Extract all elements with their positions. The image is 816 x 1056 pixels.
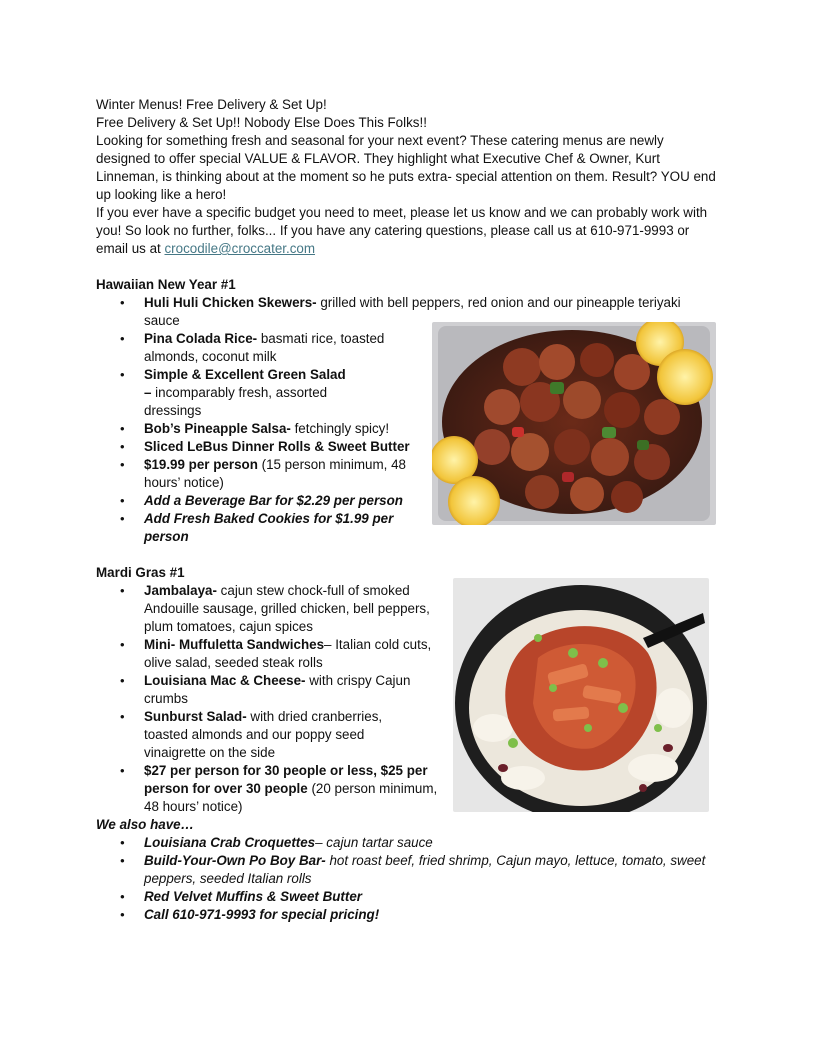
intro-subheadline: Free Delivery & Set Up!! Nobody Else Does This Folks!! (96, 115, 427, 130)
list-item: • Mini- Muffuletta Sandwiches– Italian cold cuts, olive salad, seeded steak rolls (96, 636, 434, 672)
email-link[interactable]: crocodile@croccater.com (164, 241, 316, 256)
list-item: • Build-Your-Own Po Boy Bar- hot roast beef, fried shrimp, Cajun mayo, lettuce, tomato, sweet peppers, seeded Italian rolls (96, 852, 720, 888)
document-page (96, 96, 720, 924)
jambalaya-photo (453, 578, 709, 812)
hawaiian-title: Hawaiian New Year #1 (96, 277, 236, 292)
also-menu-list (96, 834, 720, 924)
list-item: • Sliced LeBus Dinner Rolls & Sweet Butter (96, 438, 434, 456)
intro (96, 96, 720, 258)
list-item: • Louisiana Mac & Cheese- with crispy Cajun crumbs (96, 672, 434, 708)
list-item: • Pina Colada Rice- basmati rice, toasted almonds, coconut milk (96, 330, 404, 366)
intro-headline: Winter Menus! Free Delivery & Set Up! (96, 97, 327, 112)
list-item: • Call 610-971-9993 for special pricing! (96, 906, 720, 924)
list-item: • $19.99 per person (15 person minimum, 48 hours’ notice) (96, 456, 434, 492)
intro-contact (96, 204, 720, 258)
list-item: • Add a Beverage Bar for $2.29 per person (96, 492, 434, 510)
list-item: • Huli Huli Chicken Skewers- grilled with bell peppers, red onion and our pineapple teriyaki sauce (96, 294, 720, 330)
list-item: • Simple & Excellent Green Salad – incomparably fresh, assorted dressings (96, 366, 354, 420)
list-item: • Sunburst Salad- with dried cranberries, toasted almonds and our poppy seed vinaigrette on the side (96, 708, 414, 762)
intro-contact-text: If you ever have a specific budget you need to meet, please let us know and we can probably work with you! So look no further, folks... If you have any catering questions, please call us at 610-971-9993 or email us at (96, 205, 708, 256)
list-item: • Louisiana Crab Croquettes– cajun tartar sauce (96, 834, 720, 852)
also-title: We also have… (96, 817, 194, 832)
intro-paragraph: Looking for something fresh and seasonal for your next event? These catering menus are newly designed to offer special VALUE & FLAVOR. They highlight what Executive Chef & Owner, Kurt Linneman, is thinking about at the moment so he puts extra- special attention on them. Result? YOU end up looking like a hero! (96, 133, 716, 202)
chicken-skewers-photo (432, 322, 716, 525)
mardi-gras-title: Mardi Gras #1 (96, 565, 185, 580)
list-item: • $27 per person for 30 people or less, $25 per person for over 30 people (20 person minimum, 48 hours’ notice) (96, 762, 444, 816)
list-item: • Add Fresh Baked Cookies for $1.99 per person (96, 510, 414, 546)
list-item: • Jambalaya- cajun stew chock-full of smoked Andouille sausage, grilled chicken, bell peppers, plum tomatoes, cajun spices (96, 582, 444, 636)
list-item: • Red Velvet Muffins & Sweet Butter (96, 888, 720, 906)
list-item: • Bob’s Pineapple Salsa- fetchingly spicy! (96, 420, 424, 438)
